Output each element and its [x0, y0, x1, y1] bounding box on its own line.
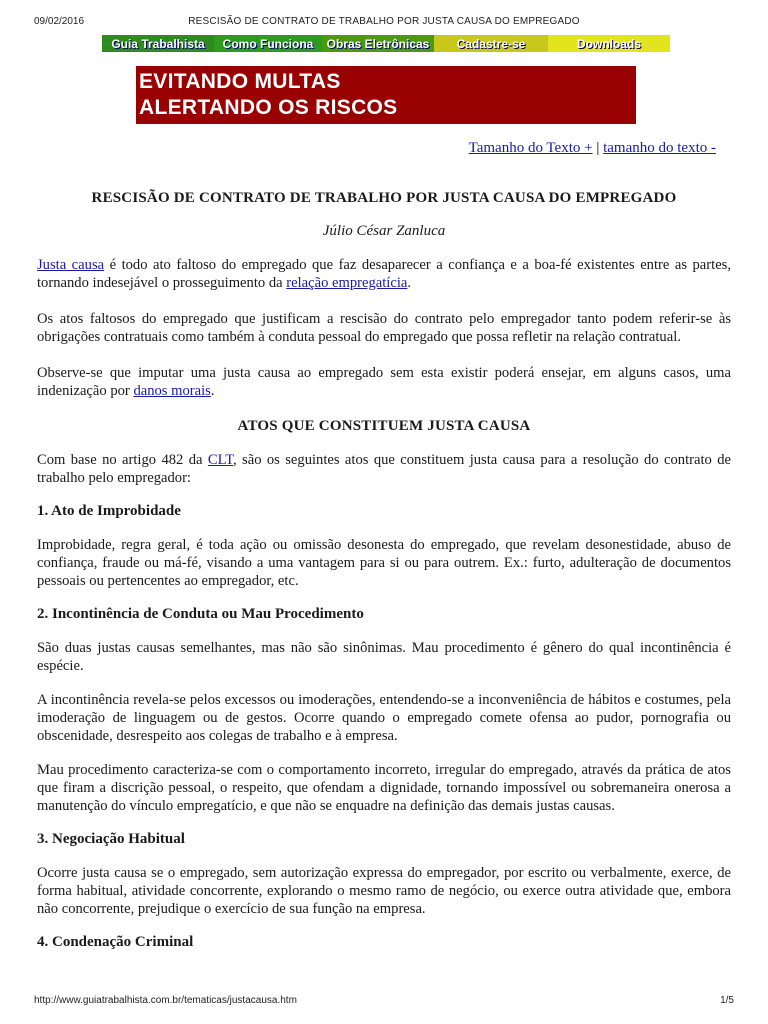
nav-downloads[interactable]: Downloads: [548, 35, 670, 52]
ad-banner[interactable]: [136, 66, 636, 124]
paragraph-text: .: [407, 275, 412, 291]
print-page-title: RESCISÃO DE CONTRATO DE TRABALHO POR JUSTA CAUSA DO EMPREGADO: [188, 16, 580, 27]
paragraph-text: , são os seguintes atos que constituem justa causa para a resolução do contrato de trabalho pelo empregador:: [37, 452, 731, 486]
heading-negociacao-habitual: 3. Negociação Habitual: [37, 831, 185, 847]
paragraph-incontinencia-2: A incontinência revela-se pelos excessos ou imoderações, entendendo-se a inconveniência de hábitos e costumes, pela imoderação de linguagem ou de gestos. Ocorre quando o empregado comete ofensa ao pudor, pornografia ou obscenidade, desrespeito aos colegas de trabalho e à empresa.: [37, 692, 731, 744]
text-size-controls: [469, 140, 716, 157]
paragraph-clt: [37, 451, 731, 487]
paragraph-text: é todo ato faltoso do empregado que faz desaparecer a confiança e a boa-fé existentes entre as partes, tornando indesejável o prosseguimento da: [37, 257, 732, 291]
article-author: Júlio César Zanluca: [322, 223, 446, 239]
paragraph-atos-faltosos: Os atos faltosos do empregado que justificam a rescisão do contrato pelo empregador tanto podem referir-se às obrigações contratuais como também à conduta pessoal do empregado que possa refletir na relação contratual.: [37, 311, 731, 345]
article-title: RESCISÃO DE CONTRATO DE TRABALHO POR JUSTA CAUSA DO EMPREGADO: [91, 190, 677, 206]
danos-morais-link[interactable]: danos morais: [133, 383, 211, 399]
increase-text-size-link[interactable]: Tamanho do Texto +: [468, 140, 593, 156]
heading-incontinencia: 2. Incontinência de Conduta ou Mau Procedimento: [37, 606, 364, 622]
heading-condenacao-criminal: 4. Condenação Criminal: [37, 934, 194, 950]
print-date: 09/02/2016: [34, 16, 85, 27]
paragraph-incontinencia-1: São duas justas causas semelhantes, mas não são sinônimas. Mau procedimento é gênero do qual incontinência é espécie.: [37, 640, 731, 674]
paragraph-text: .: [210, 383, 215, 399]
nav-obras-eletronicas[interactable]: Obras Eletrônicas: [322, 35, 434, 52]
heading-improbidade: 1. Ato de Improbidade: [37, 503, 181, 519]
print-footer: [34, 995, 734, 1009]
justa-causa-link[interactable]: Justa causa: [37, 257, 105, 273]
print-page-number: 1/5: [720, 995, 734, 1006]
banner-line-1: EVITANDO MULTAS: [139, 70, 341, 93]
paragraph-mau-procedimento: Mau procedimento caracteriza-se com o comportamento incorreto, irregular do empregado, através da prática de atos que firam a discrição pessoal, o respeito, que ofendam a dignidade, tornando impossível ou sobremaneira onerosa a manutenção do vínculo empregatício, e que não se enquadre na definição das demais justas causas.: [37, 762, 731, 814]
paragraph-danos-morais: [37, 364, 731, 400]
print-header: [34, 16, 734, 30]
nav-como-funciona[interactable]: Como Funciona: [214, 35, 322, 52]
banner-line-2: ALERTANDO OS RISCOS: [139, 96, 398, 119]
relacao-empregaticia-link[interactable]: relação empregatícia: [286, 275, 408, 291]
top-navigation: [102, 35, 670, 52]
nav-cadastre-se[interactable]: Cadastre-se: [434, 35, 548, 52]
print-url: http://www.guiatrabalhista.com.br/tematicas/justacausa.htm: [34, 995, 297, 1006]
nav-guia-trabalhista[interactable]: Guia Trabalhista: [102, 35, 214, 52]
clt-link[interactable]: CLT: [207, 452, 234, 468]
paragraph-text: Com base no artigo 482 da: [37, 452, 208, 468]
article-content: [37, 190, 731, 951]
text-size-separator: |: [592, 140, 604, 156]
paragraph-negociacao-habitual: Ocorre justa causa se o empregado, sem autorização expressa do empregador, por escrito ou verbalmente, exerce, de forma habitual, atividade concorrente, explorando o mesmo ramo de negócio, ou exerce outra atividade que, embora não concorrente, prejudique o exercício de sua função na empresa.: [37, 865, 731, 917]
paragraph-improbidade: Improbidade, regra geral, é toda ação ou omissão desonesta do empregado, que revelam desonestidade, abuso de confiança, fraude ou má-fé, visando a uma vantagem para si ou para outrem. Ex.: furto, adulteração de documentos pessoais ou pertencentes ao empregador, etc.: [37, 537, 731, 589]
section-title: ATOS QUE CONSTITUEM JUSTA CAUSA: [237, 418, 531, 434]
paragraph-text: Observe-se que imputar uma justa causa ao empregado sem esta existir poderá ensejar, em alguns casos, uma indenização por: [37, 365, 731, 399]
decrease-text-size-link[interactable]: tamanho do texto -: [603, 140, 716, 156]
paragraph-definition: [37, 256, 731, 292]
